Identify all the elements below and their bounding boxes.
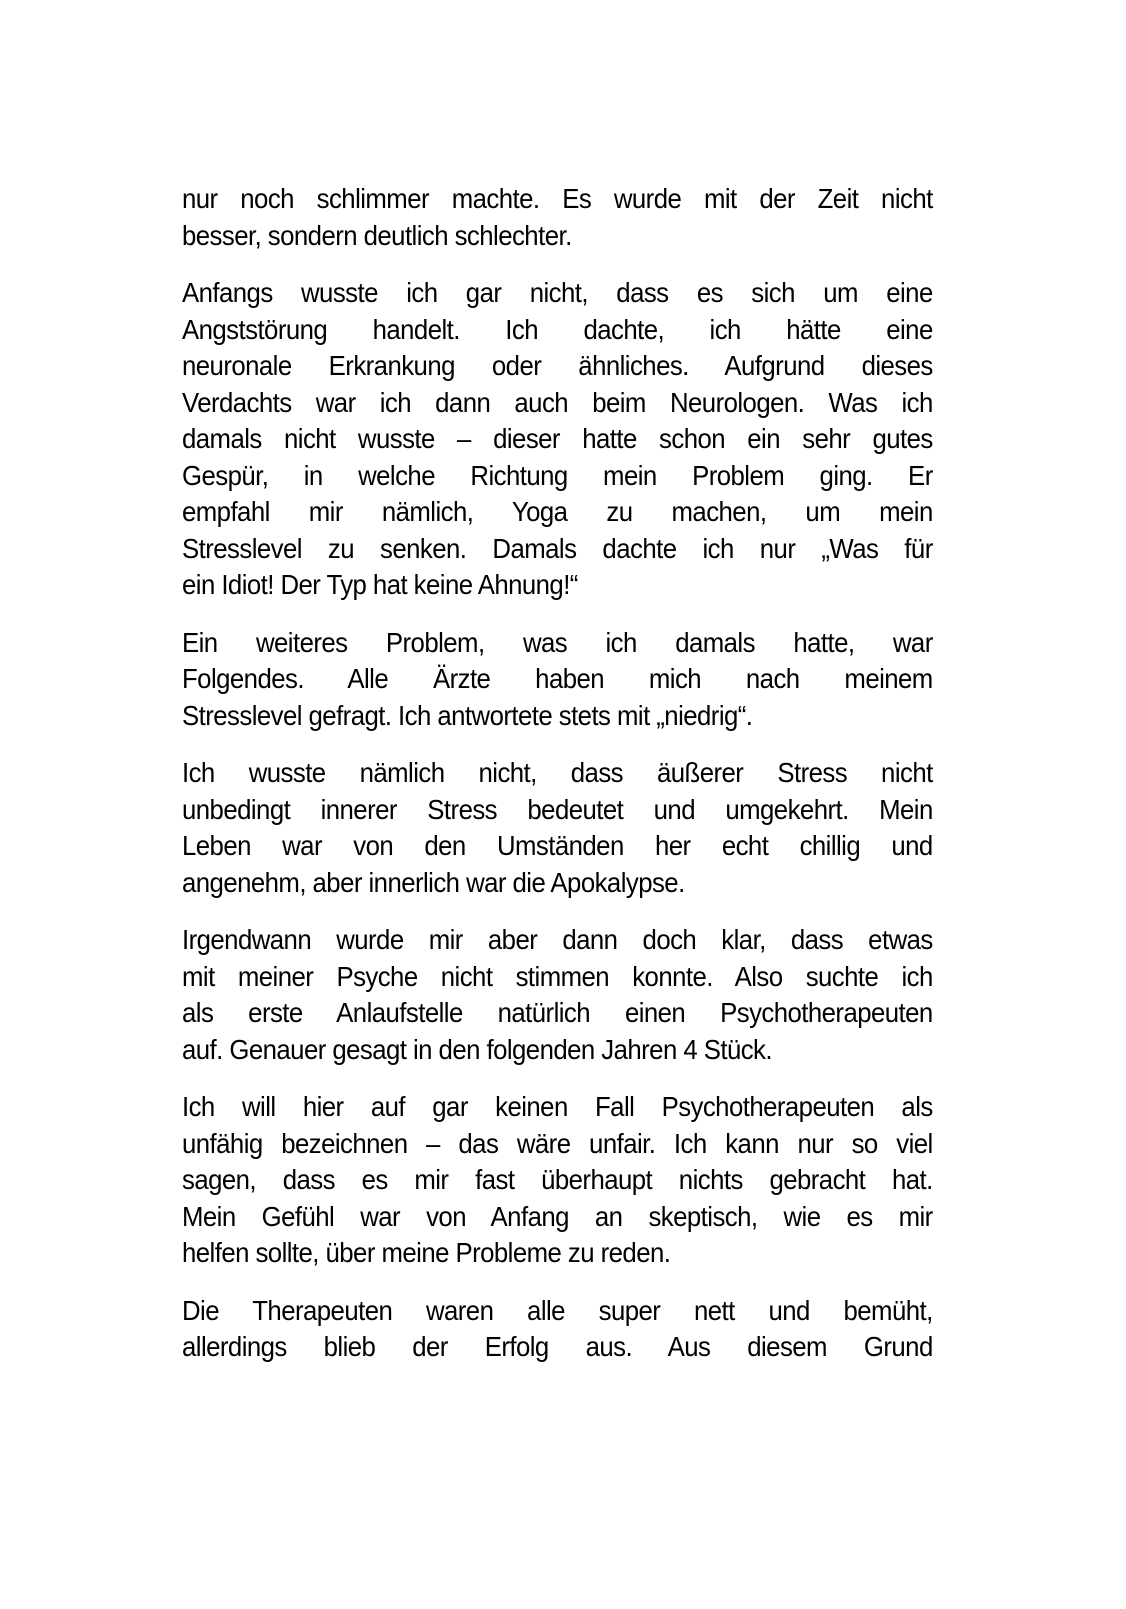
text-line: besser, sondern deutlich schlechter. — [182, 219, 572, 251]
text-line: mit meiner Psyche nicht stimmen konnte. Also suchte ich — [182, 960, 933, 992]
text-line: Gespür, in welche Richtung mein Problem ging. Er — [182, 459, 933, 491]
text-line: Verdachts war ich dann auch beim Neurologen. Was ich — [182, 386, 933, 418]
text-line: auf. Genauer gesagt in den folgenden Jahren 4 Stück. — [182, 1033, 772, 1065]
text-line: Anfangs wusste ich gar nicht, dass es sich um eine — [182, 277, 933, 308]
paragraph-5 — [182, 922, 933, 1068]
text-line: ein Idiot! Der Typ hat keine Ahnung!“ — [182, 569, 578, 600]
text-line: neuronale Erkrankung oder ähnliches. Aufgrund dieses — [182, 350, 933, 381]
text-line: nur noch schlimmer machte. Es wurde mit der Zeit nicht — [182, 183, 933, 214]
text-line: Stresslevel gefragt. Ich antwortete stets mit „niedrig“. — [182, 699, 753, 731]
text-line: Mein Gefühl war von Anfang an skeptisch, wie es mir — [182, 1200, 933, 1232]
text-line: Stresslevel zu senken. Damals dachte ich nur „Was für — [182, 532, 933, 564]
text-line: Ich will hier auf gar keinen Fall Psychotherapeuten als — [182, 1091, 933, 1122]
text-line: als erste Anlaufstelle natürlich einen Psychotherapeuten — [182, 997, 933, 1028]
paragraph-1 — [182, 181, 933, 254]
text-line: sagen, dass es mir fast überhaupt nichts gebracht hat. — [182, 1164, 933, 1195]
text-line: helfen sollte, über meine Probleme zu reden. — [182, 1237, 671, 1268]
text-line: Angststörung handelt. Ich dachte, ich hätte eine — [182, 313, 933, 345]
text-line: empfahl mir nämlich, Yoga zu machen, um mein — [182, 496, 933, 527]
text-line: Die Therapeuten waren alle super nett und bemüht, — [182, 1294, 933, 1326]
text-line: angenehm, aber innerlich war die Apokalypse. — [182, 866, 685, 898]
text-line: Leben war von den Umständen her echt chillig und — [182, 830, 933, 861]
text-line: unbedingt innerer Stress bedeutet und umgekehrt. Mein — [182, 793, 933, 825]
paragraph-2 — [182, 275, 933, 604]
text-line: Irgendwann wurde mir aber dann doch klar, dass etwas — [182, 924, 933, 955]
text-line: Ich wusste nämlich nicht, dass äußerer Stress nicht — [182, 757, 933, 788]
text-line: Ein weiteres Problem, was ich damals hatte, war — [182, 626, 933, 658]
book-page — [182, 181, 933, 1387]
paragraph-4 — [182, 755, 933, 901]
text-line: damals nicht wusste – dieser hatte schon ein sehr gutes — [182, 423, 933, 454]
paragraph-3 — [182, 625, 933, 735]
text-line: allerdings blieb der Erfolg aus. Aus diesem Grund — [182, 1331, 933, 1362]
paragraph-7 — [182, 1293, 933, 1366]
text-line: unfähig bezeichnen – das wäre unfair. Ich kann nur so viel — [182, 1127, 933, 1159]
text-line: Folgendes. Alle Ärzte haben mich nach meinem — [182, 663, 933, 694]
paragraph-6 — [182, 1089, 933, 1272]
